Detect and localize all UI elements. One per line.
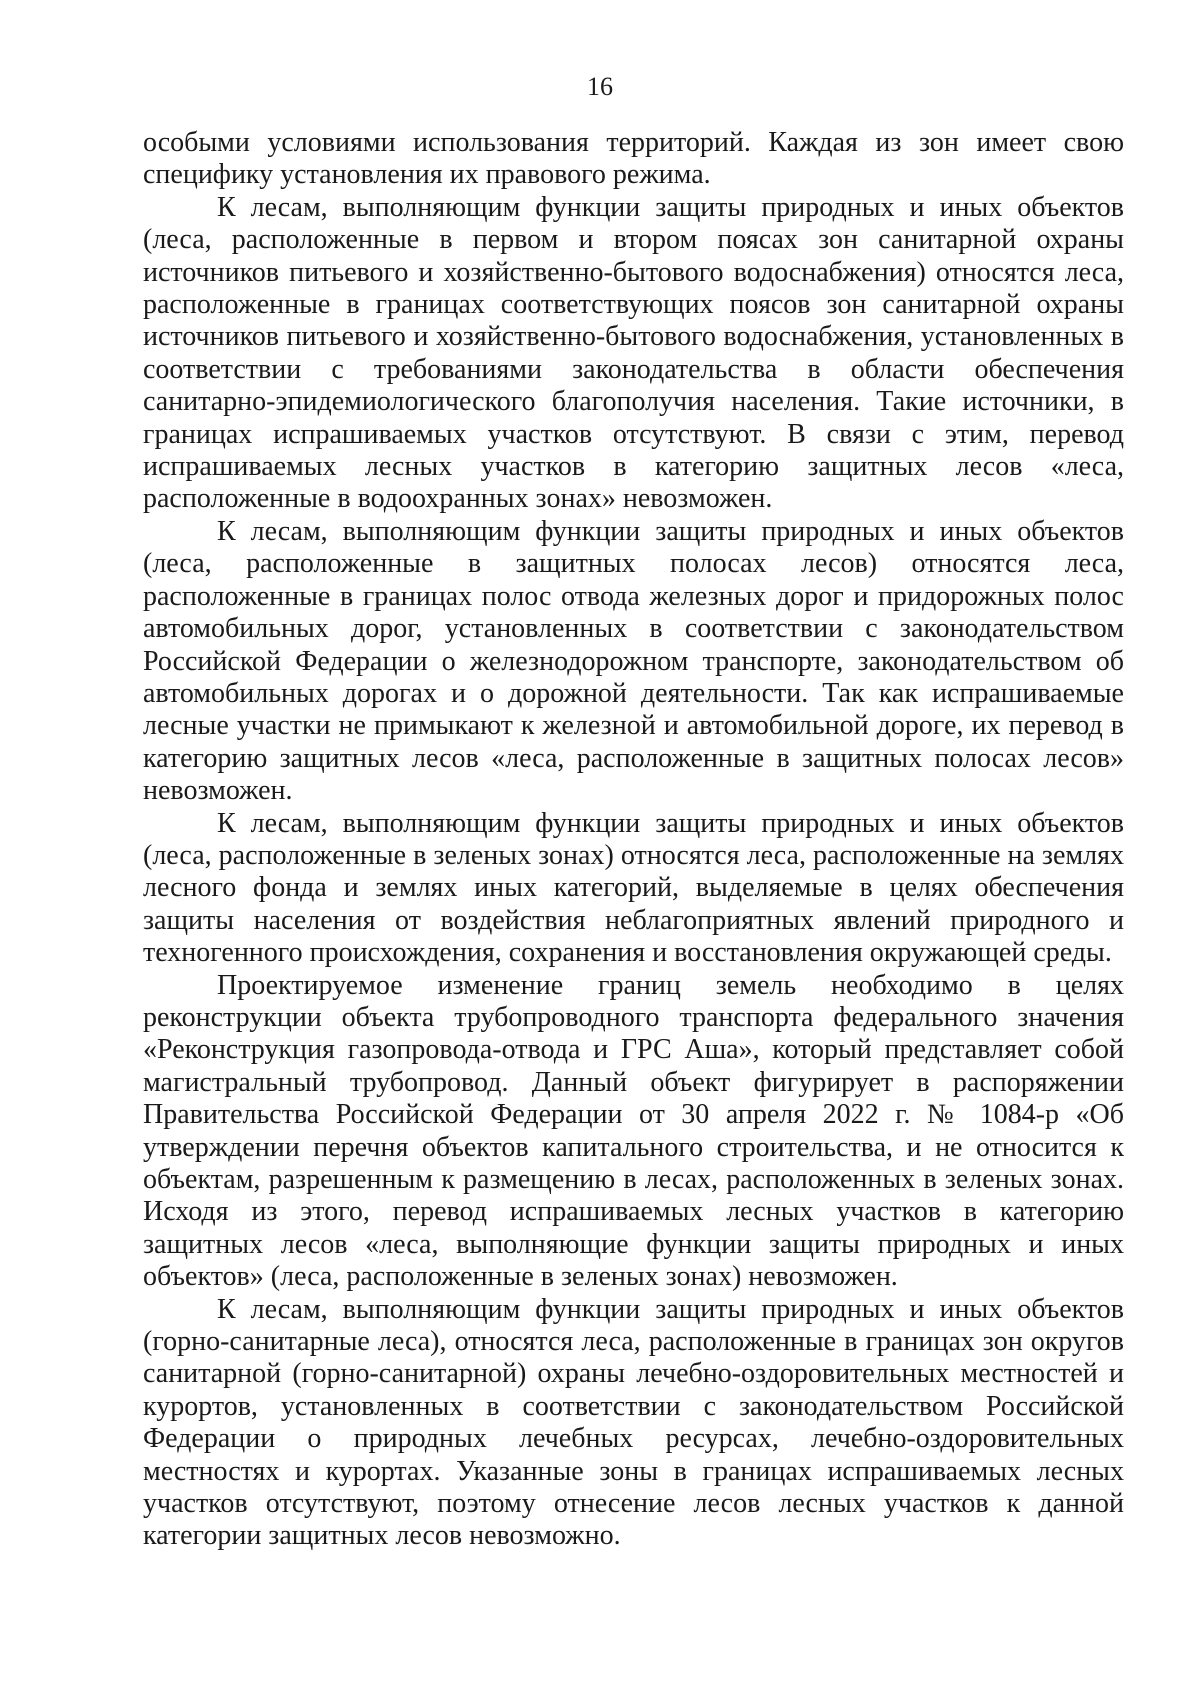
- paragraph-continuation: особыми условиями использования территорий. Каждая из зон имеет свою специфику установления их правового режима.: [143, 127, 1124, 191]
- paragraph-sanitary-protection-zones: К лесам, выполняющим функции защиты природных и иных объектов (леса, расположенные в первом и втором поясах зон санитарной охраны источников питьевого и хозяйственно-бытового водоснабжения) относятся леса, расположенные в границах соответствующих поясов зон санитарной охраны источников питьевого и хозяйственно-бытового водоснабжения, установленных в соответствии с требованиями законодательства в области обеспечения санитарно-эпидемиологического благополучия населения. Такие источники, в границах испрашиваемых участков отсутствуют. В связи с этим, перевод испрашиваемых лесных участков в категорию защитных лесов «леса, расположенные в водоохранных зонах» невозможен.: [143, 191, 1124, 515]
- paragraph-green-zones: К лесам, выполняющим функции защиты природных и иных объектов (леса, расположенные в зеленых зонах) относятся леса, расположенные на землях лесного фонда и землях иных категорий, выделяемые в целях обеспечения защиты населения от воздействия неблагоприятных явлений природного и техногенного происхождения, сохранения и восстановления окружающей среды.: [143, 807, 1124, 969]
- paragraph-protective-strips: К лесам, выполняющим функции защиты природных и иных объектов (леса, расположенные в защитных полосах лесов) относятся леса, расположенные в границах полос отвода железных дорог и придорожных полос автомобильных дорог, установленных в соответствии с законодательством Российской Федерации о железнодорожном транспорте, законодательством об автомобильных дорогах и о дорожной деятельности. Так как испрашиваемые лесные участки не примыкают к железной и автомобильной дороге, их перевод в категорию защитных лесов «леса, расположенные в защитных полосах лесов» невозможен.: [143, 515, 1124, 807]
- document-body: [143, 127, 1124, 1553]
- page-number: 16: [587, 72, 613, 101]
- paragraph-mountain-sanitary-forests: К лесам, выполняющим функции защиты природных и иных объектов (горно-санитарные леса), относятся леса, расположенные в границах зон округов санитарной (горно-санитарной) охраны лечебно-оздоровительных местностей и курортов, установленных в соответствии с законодательством Российской Федерации о природных лечебных ресурсах, лечебно-оздоровительных местностях и курортах. Указанные зоны в границах испрашиваемых лесных участков отсутствуют, поэтому отнесение лесов лесных участков к данной категории защитных лесов невозможно.: [143, 1293, 1124, 1552]
- paragraph-projected-change: Проектируемое изменение границ земель необходимо в целях реконструкции объекта трубопроводного транспорта федерального значения «Реконструкция газопровода-отвода и ГРС Аша», который представляет собой магистральный трубопровод. Данный объект фигурирует в распоряжении Правительства Российской Федерации от 30 апреля 2022 г. № 1084-р «Об утверждении перечня объектов капитального строительства, и не относится к объектам, разрешенным к размещению в лесах, расположенных в зеленых зонах. Исходя из этого, перевод испрашиваемых лесных участков в категорию защитных лесов «леса, выполняющие функции защиты природных и иных объектов» (леса, расположенные в зеленых зонах) невозможен.: [143, 969, 1124, 1293]
